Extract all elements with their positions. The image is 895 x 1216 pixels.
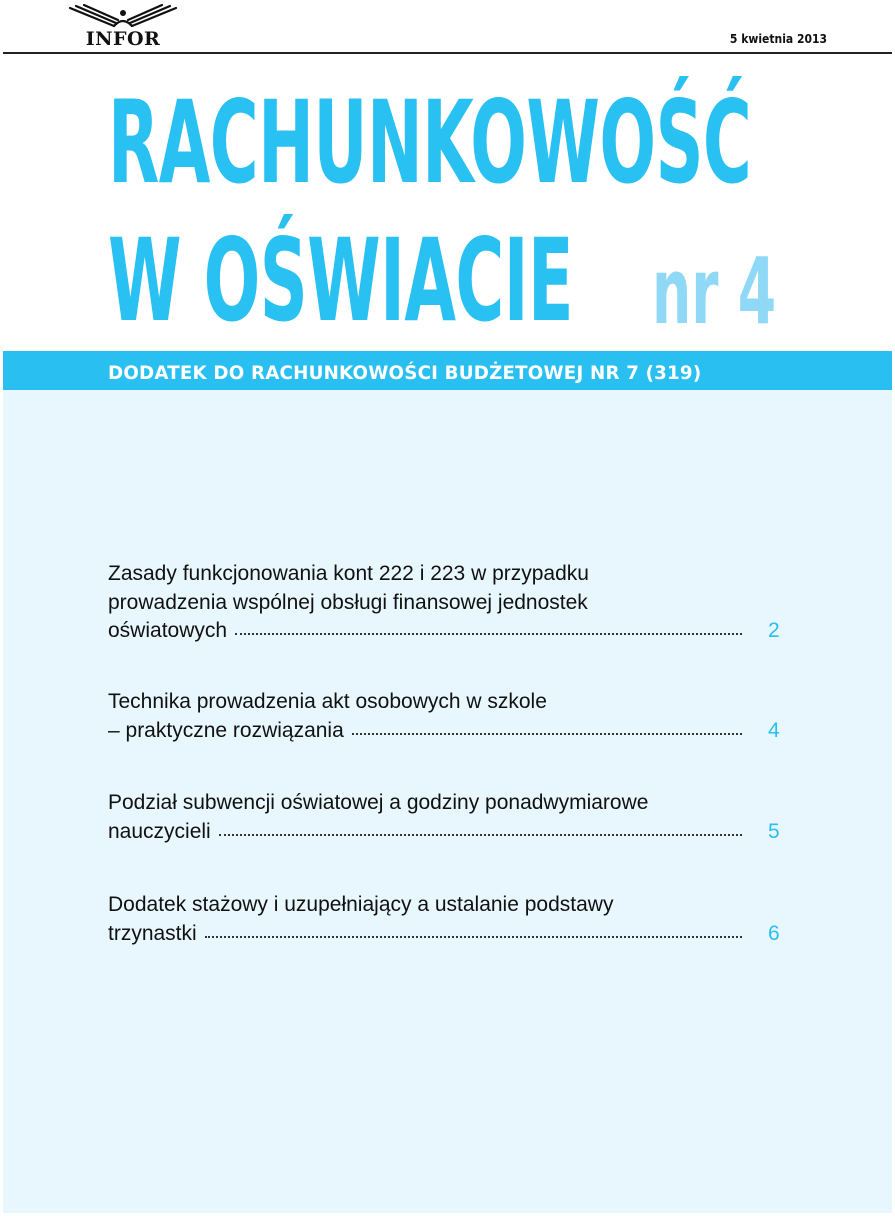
toc-leader-dots (235, 633, 742, 635)
toc-item-line: prowadzenia wspólnej obsługi finansowej jednostek (108, 590, 588, 614)
toc-item[interactable] (108, 891, 778, 948)
toc-item-line: Dodatek stażowy i uzupełniający a ustalanie podstawy (108, 893, 614, 916)
toc-leader-dots (205, 936, 742, 938)
toc-item-line: nauczycieli (108, 819, 211, 843)
toc-page-number: 6 (768, 921, 780, 945)
toc-item-line: Technika prowadzenia akt osobowych w szkole (108, 690, 547, 713)
toc-item-line: trzynastki (108, 921, 197, 945)
subtitle: DODATEK DO RACHUNKOWOŚCI BUDŻETOWEJ NR 7 (319) (108, 362, 702, 384)
toc-item[interactable] (108, 560, 778, 646)
toc-leader-dots (352, 733, 742, 735)
toc-item[interactable] (108, 789, 778, 846)
header-rule (3, 52, 892, 54)
title-line-2: W OŚWIACIE (108, 214, 573, 347)
toc-leader-dots (219, 834, 742, 836)
issue-number: nr 4 (652, 238, 777, 345)
toc-page-number: 2 (768, 619, 780, 642)
infor-logo (66, 4, 180, 50)
toc-item-line: Podział subwencji oświatowej a godziny ponadwymiarowe (108, 791, 649, 814)
toc-page-number: 4 (768, 718, 780, 742)
toc-item-line: Zasady funkcjonowania kont 222 i 223 w przypadku (108, 562, 589, 585)
issue-date: 5 kwietnia 2013 (729, 32, 827, 46)
logo-text: INFOR (85, 28, 161, 50)
toc-page-number: 5 (768, 819, 780, 843)
title-line-1: RACHUNKOWOŚĆ (108, 76, 752, 209)
logo-wings-icon (66, 4, 180, 30)
toc-item-line: – praktyczne rozwiązania (108, 718, 344, 742)
toc-item[interactable] (108, 688, 778, 745)
toc-item-line: oświatowych (108, 619, 228, 642)
subtitle-band (3, 351, 892, 390)
